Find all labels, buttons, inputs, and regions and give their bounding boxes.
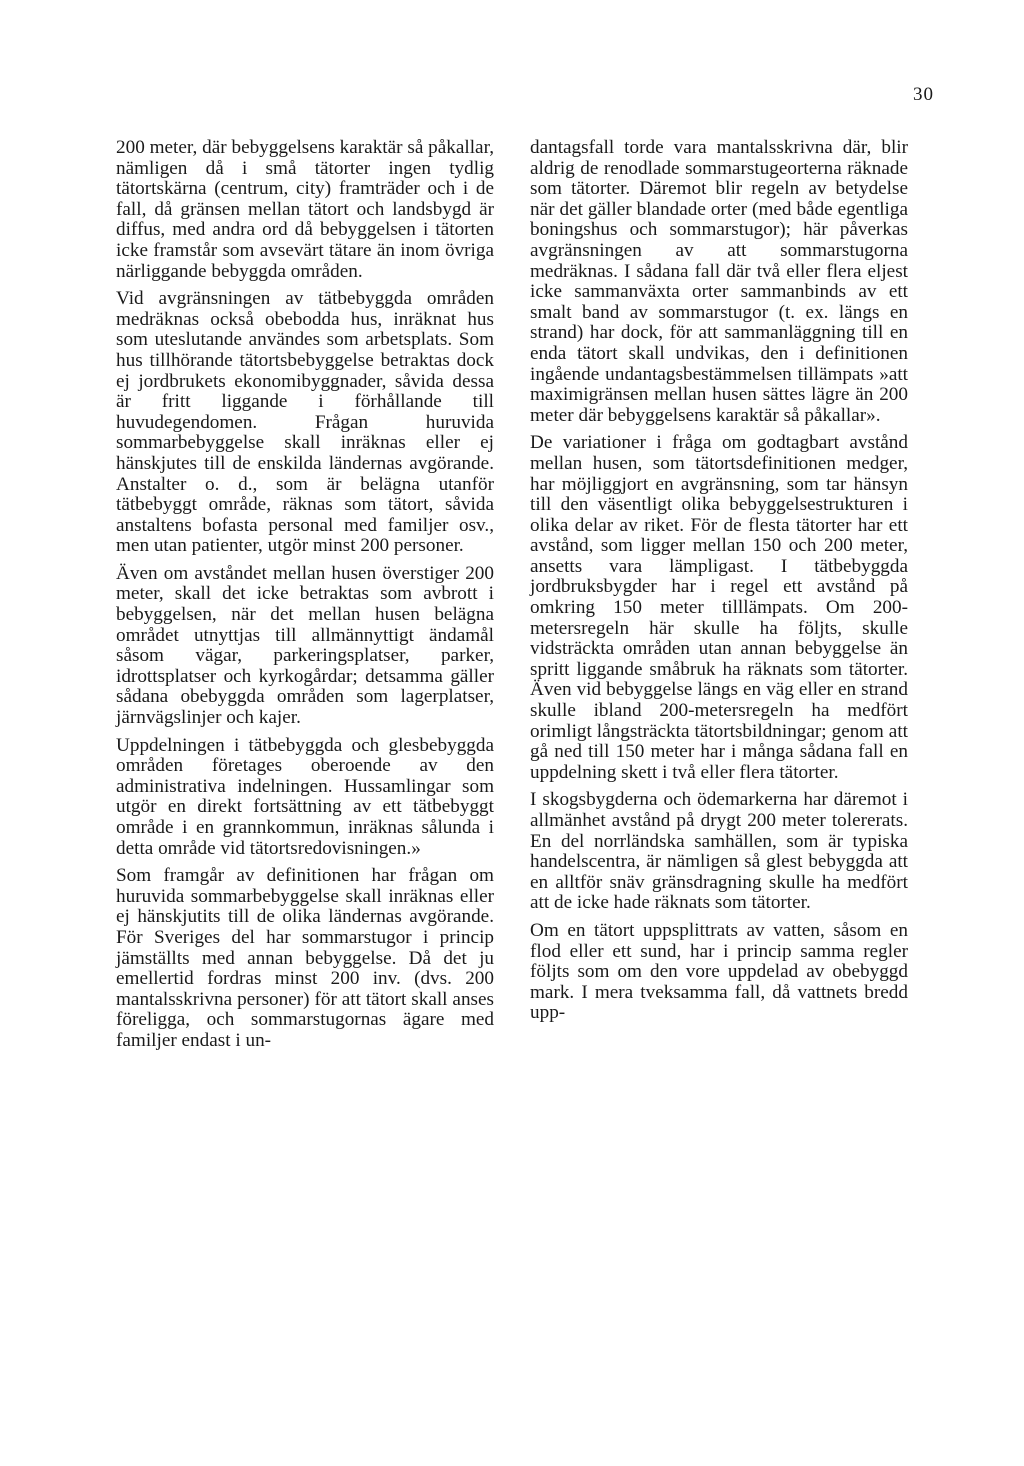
right-paragraph-2: De variationer i fråga om godtagbart avstånd mellan husen, som tätortsdefinitionen medger, har möjliggjort en avgränsning, som tar hänsyn till den väsentligt olika bebyggelsestrukturen i olika delar av riket. För de flesta tätorter har ett avstånd, som ligger mellan 150 och 200 meter, ansetts vara lämpligast. I tätbebyggda jordbruksbygder har i regel ett avstånd på omkring 150 meter tilllämpats. Om 200-metersregeln här skulle ha följts, skulle vidsträckta områden utan annan bebyggelse än spritt liggande småbruk ha räknats som tätorter. Även vid bebyggelse längs en väg eller en strand skulle ibland 200-metersregeln ha medfört orimligt långsträckta tätortsbildningar; genom att gå ned till 150 meter har i många sådana fall en uppdelning skett i två eller flera tätorter. <box>530 432 908 783</box>
right-column <box>530 138 908 1031</box>
left-paragraph-5: Som framgår av definitionen har frågan om huruvida sommarbebyggelse skall inräknas eller ej hänskjutits till de olika ländernas avgörande. För Sveriges del har sommarstugor i princip jämställts med annan bebyggelse. Då det ju emellertid fordras minst 200 inv. (dvs. 200 mantalsskrivna personer) för att tätort skall anses föreligga, och sommarstugornas ägare med familjer endast i un- <box>116 865 494 1051</box>
right-paragraph-1: dantagsfall torde vara mantalsskrivna där, blir aldrig de renodlade sommarstugeorterna räknade som tätorter. Däremot blir regeln av betydelse när det gäller blandade orter (med både egentliga boningshus och sommarstugor); här påverkas avgränsningen av att sommarstugorna medräknas. I sådana fall där två eller flera eljest icke sammanväxta orter sammanbinds av ett smalt band av sommarstugor (t. ex. längs en strand) har dock, för att sammanläggning till en enda tätort skall undvikas, den i definitionen ingående undantagsbestämmelsen tillämpats »att maximigränsen mellan husen sättes lägre än 200 meter där bebyggelsens karaktär så påkallar». <box>530 137 908 426</box>
left-column <box>116 138 494 1059</box>
left-paragraph-4: Uppdelningen i tätbebyggda och glesbebyggda områden företages oberoende av den administrativa indelningen. Hussamlingar som utgör en direkt fortsättning av ett tätbebyggt område i en grannkommun, inräknas sålunda i detta område vid tätortsredovisningen.» <box>116 734 494 859</box>
left-paragraph-3: Även om avståndet mellan husen överstiger 200 meter, skall det icke betraktas som avbrott i bebyggelsen, när det mellan husen belägna området utnyttjas till allmännyttigt ändamål såsom vägar, parkeringsplatser, parker, idrottsplatser och kyrkogårdar; detsamma gäller sådana obebyggda områden som lagerplatser, järnvägslinjer och kajer. <box>116 562 494 729</box>
right-paragraph-4: Om en tätort uppsplittrats av vatten, såsom en flod eller ett sund, har i princip samma regler följts som om den vore uppdelad av obebyggd mark. I mera tveksamma fall, då vattnets bredd upp- <box>530 919 908 1024</box>
right-paragraph-3: I skogsbygderna och ödemarkerna har däremot i allmänhet avstånd på drygt 200 meter tolererats. En del norrländska samhällen, som är typiska handelscentra, är nämligen så glest bebyggda att en alltför snäv gränsdragning skulle ha medfört att de icke hade räknats som tätorter. <box>530 789 908 914</box>
left-paragraph-1: 200 meter, där bebyggelsens karaktär så påkallar, nämligen då i små tätorter ingen tydlig tätortskärna (centrum, city) framträder och i de fall, då gränsen mellan tätort och landsbygd är diffus, med andra ord då bebyggelsen i tätorten icke framstår som avsevärt tätare än inom övriga närliggande bebyggda områden. <box>116 137 494 282</box>
left-paragraph-2: Vid avgränsningen av tätbebyggda områden medräknas också obebodda hus, inräknat hus som uteslutande användes som arbetsplats. Som hus tillhörande tätortsbebyggelse betraktas dock ej jordbrukets ekonomibyggnader, såvida dessa är fritt liggande i förhållande till huvudegendomen. Frågan huruvida sommarbebyggelse skall inräknas eller ej hänskjutes till de enskilda ländernas avgörande. Anstalter o. d., som är belägna utanför tätbebyggt område, räknas som tätort, såvida anstaltens bofasta personal med familjer osv., men utan patienter, utgör minst 200 personer. <box>116 288 494 557</box>
page-number: 30 <box>913 84 934 105</box>
